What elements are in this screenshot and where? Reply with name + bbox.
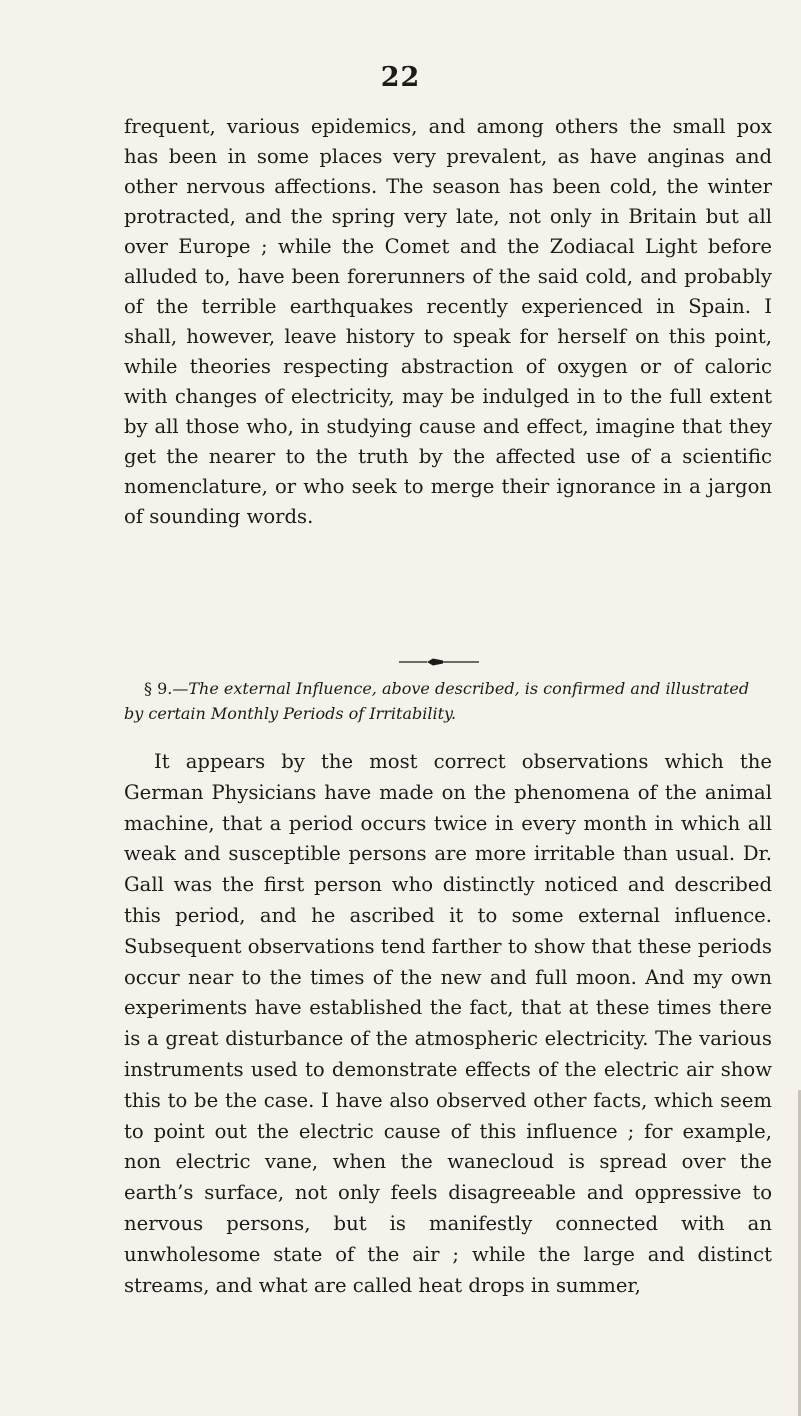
divider-ornament [397, 656, 481, 668]
section-number: § 9.— [144, 679, 189, 698]
page-number: 22 [380, 62, 421, 93]
paragraph-section-body: It appears by the most correct observations which the German Physicians have made on the phenomena of the animal machine, that a period occurs twice in every month in which all weak and susceptible persons are more irritable than usual. Dr. Gall was the first person who distinctly noticed and described this period, and he ascribed it to some external influence. Subsequent observations tend farther to show that these periods occur near to the times of the new and full moon. And my own experiments have established the fact, that at these times there is a great disturbance of the atmospheric electricity. The various instruments used to demonstrate effects of the electric air show this to be the case. I have also observed other facts, which seem to point out the electric cause of this influence ; for example, non electric vane, when the wanecloud is spread over the earth’s surface, not only feels disagreeable and oppressive to nervous persons, but is manifestly connected with an unwholesome state of the air ; while the large and distinct streams, and what are called heat drops in summer, [124, 750, 772, 1297]
paragraph-continued: frequent, various epidemics, and among others the small pox has been in some places very prevalent, as have anginas and other nervous affections. The season has been cold, the winter protracted, and the spring very late, not only in Britain but all over Europe ; while the Comet and the Zodiacal Light before alluded to, have been forerunners of the said cold, and probably of the terrible earthquakes recently experienced in Spain. I shall, however, leave history to speak for herself on this point, while theories respecting abstraction of oxygen or of caloric with changes of electricity, may be indulged in to the full extent by all those who, in studying cause and effect, imagine that they get the nearer to the truth by the affected use of a scientific nomenclature, or who seek to merge their ignorance in a jargon of sounding words. [124, 115, 772, 528]
section-heading [124, 676, 770, 726]
section-title: The external Influence, above described, is confirmed and illustrated by certain Monthly Periods of Irritability. [124, 679, 750, 723]
